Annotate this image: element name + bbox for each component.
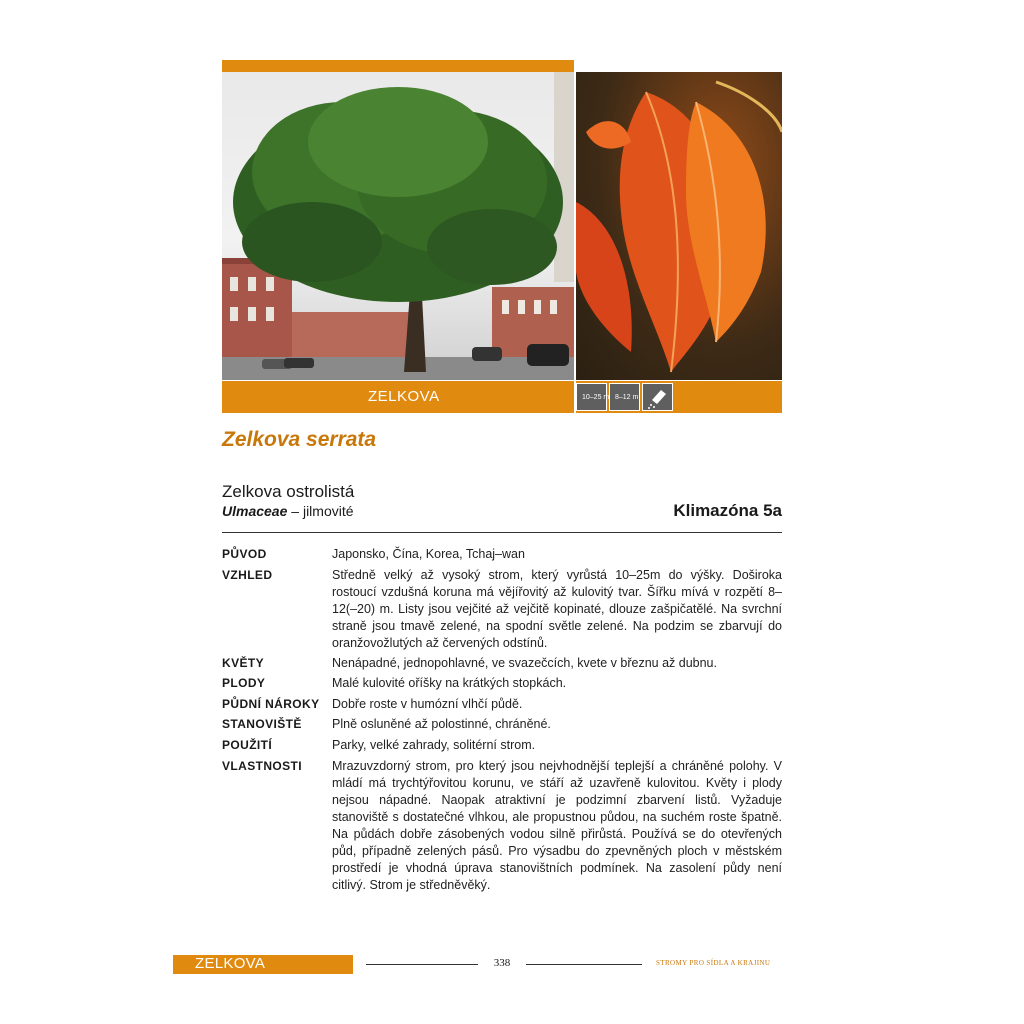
height-icon-label: 10–25 m: [582, 394, 610, 401]
salt-shaker-icon: [643, 384, 672, 410]
species-family: [222, 503, 354, 519]
heading-divider: [222, 532, 782, 533]
width-icon-label: 8–12 m: [615, 394, 639, 401]
genus-band: [222, 381, 574, 413]
tree-photo-drawing: [222, 72, 574, 380]
detail-text-soil: Dobře roste v humózní vlhčí půdě.: [332, 697, 523, 711]
width-icon: [609, 383, 640, 411]
footer-genus-label: ZELKOVA: [195, 955, 266, 972]
family-latin: Ulmaceae: [222, 503, 288, 519]
footer-rule-right: [526, 964, 642, 965]
detail-label-fruits: PLODY: [222, 676, 266, 690]
detail-text-usage: Parky, velké zahrady, solitérní strom.: [332, 738, 536, 752]
footer-rule-left: [366, 964, 478, 965]
detail-label-usage: POUŽITÍ: [222, 738, 273, 752]
detail-label-origin: PŮVOD: [222, 547, 267, 561]
detail-text-appearance: Středně velký až vysoký strom, který vyrůstá 10–25m do výšky. Doširoka rostoucí vzdušná koruna má vějířovitý až kulovitý tvar. Šířku mívá v rozpětí 8–12(–20) m. Listy jsou vejčité až vejčitě kopinaté, dlouze zašpičatělé. Na svrchní straně jsou tmavě zelené, na spodní světle zelené. Na podzim se zbarvují do oranžovožlutých až červených odstínů.: [332, 568, 782, 650]
detail-text-fruits: Malé kulovité oříšky na krátkých stopkách.: [332, 676, 567, 690]
species-czech-name: Zelkova ostrolistá: [222, 482, 355, 501]
family-czech: – jilmovité: [287, 503, 354, 519]
detail-text-properties: Mrazuvzdorný strom, pro který jsou nejvhodnější teplejší a chráněné polohy. V mládí má trychtýřovitou korunu, ve stáří až uzavřeně kulovitou. Květy i plody nejsou nápadné. Naopak atraktivní je podzimní zbarvení listů. Vyžaduje stanoviště s dostatečné vlhkou, ale propustnou půdou, na suchém roste špatně. Na půdách dobře zásobených vodou silně přirůstá. Používá se do otevřených půd, případně zelených pásů. Pro výsadbu do zpevněných ploch v městském prostředí je vhodná úprava stanovištních podmínek. Na zasolení půdy není citlivý. Strom je středněvěký.: [332, 759, 782, 892]
genus-band-label: ZELKOVA: [368, 388, 440, 405]
detail-label-flowers: KVĚTY: [222, 656, 265, 670]
detail-text-habitat: Plně osluněné až polostinné, chráněné.: [332, 717, 551, 731]
top-accent-strip: [222, 60, 574, 72]
detail-text-origin: Japonsko, Čína, Korea, Tchaj–wan: [332, 547, 525, 561]
detail-label-soil: PŮDNÍ NÁROKY: [222, 697, 320, 711]
autumn-leaf-drawing: [576, 72, 782, 380]
height-icon: [576, 383, 610, 411]
series-title: STROMY PRO SÍDLA A KRAJINU: [656, 959, 771, 967]
detail-label-properties: VLASTNOSTI: [222, 759, 303, 773]
detail-label-appearance: VZHLED: [222, 568, 273, 582]
footer-genus-box: [173, 955, 353, 974]
autumn-leaf-photo: [576, 72, 782, 380]
detail-label-habitat: STANOVIŠTĚ: [222, 717, 302, 731]
salt-tolerance-icon: [642, 383, 673, 411]
icon-band: [576, 381, 782, 413]
tree-photo: [222, 72, 574, 380]
detail-text-flowers: Nenápadné, jednopohlavné, ve svazečcích, kvete v březnu až dubnu.: [332, 656, 717, 670]
climate-zone: Klimazóna 5a: [673, 501, 782, 520]
page-number: 338: [493, 957, 511, 969]
species-latin-name: Zelkova serrata: [222, 428, 377, 451]
